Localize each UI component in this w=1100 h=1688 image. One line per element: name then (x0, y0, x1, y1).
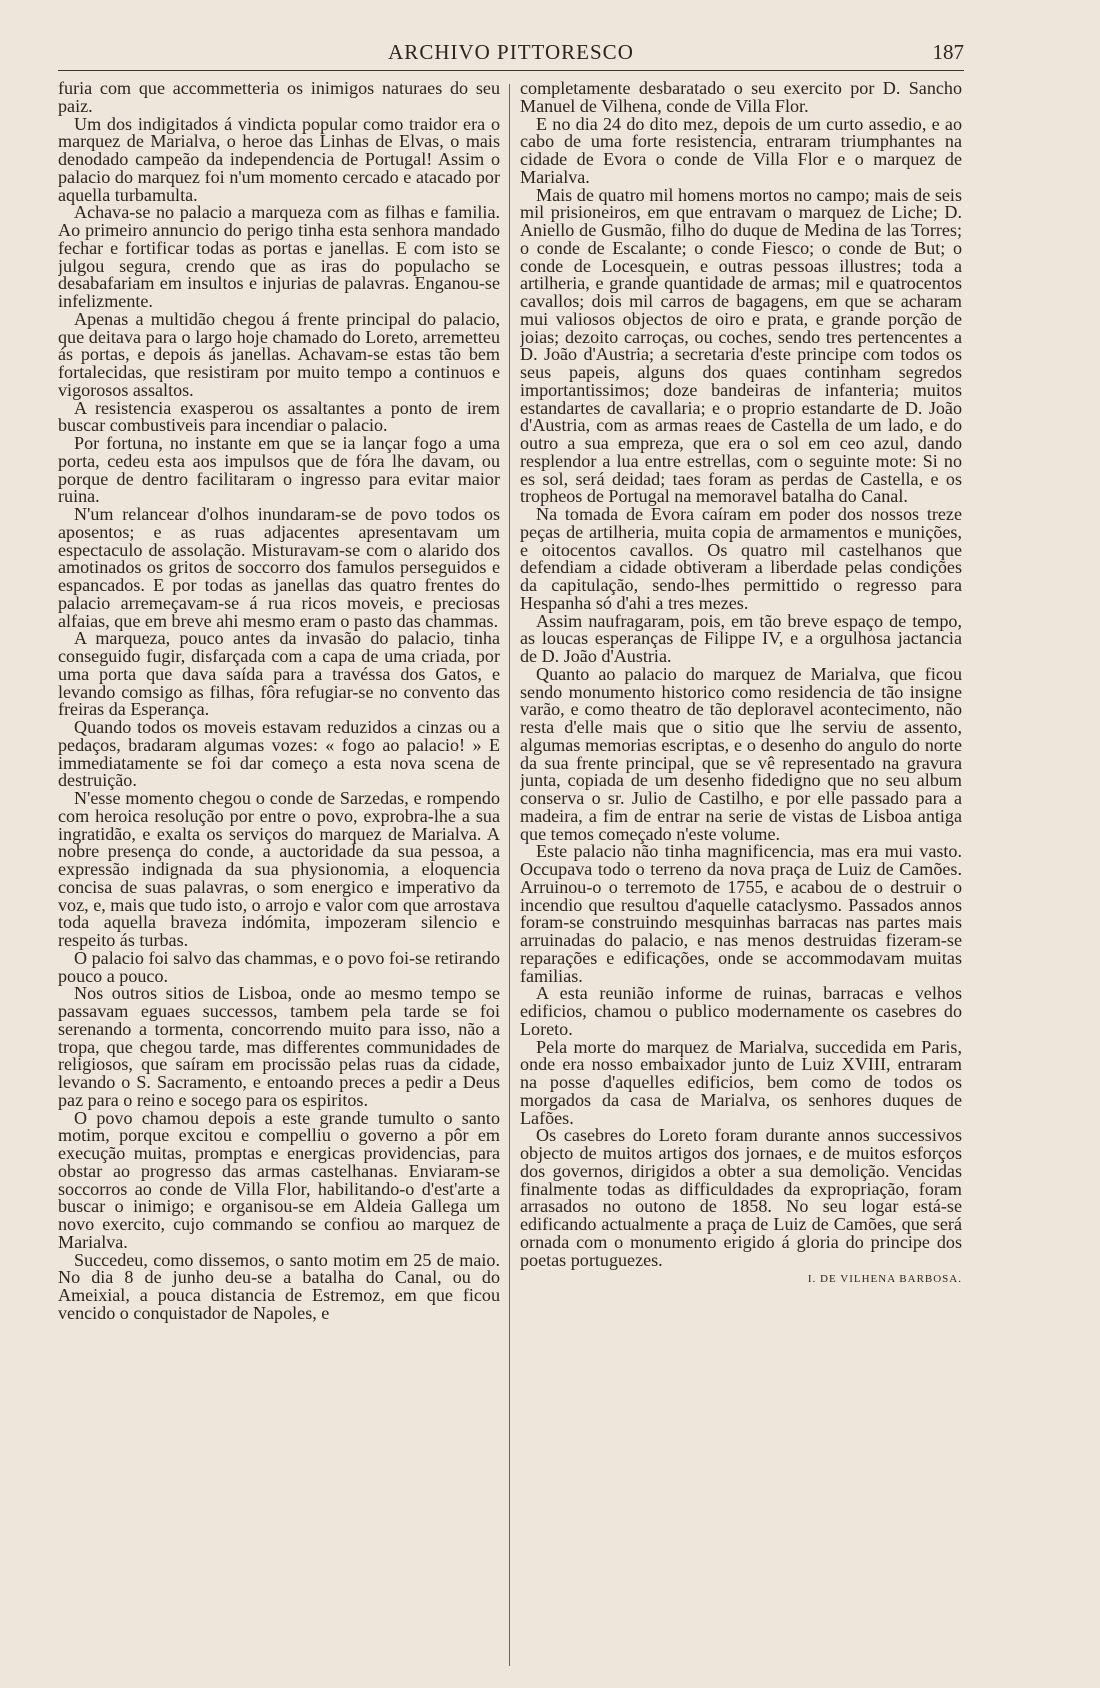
column-divider (509, 84, 510, 1666)
paragraph: completamente desbaratado o seu exercito por D. Sancho Manuel de Vilhena, conde de Villa Flor. (520, 80, 962, 116)
paragraph: furia com que accommetteria os inimigos naturaes do seu paiz. (58, 80, 500, 116)
paragraph: A esta reunião informe de ruinas, barracas e velhos edificios, chamou o publico modernamente os casebres do Loreto. (520, 983, 962, 1039)
paragraph: E no dia 24 do dito mez, depois de um curto assedio, e ao cabo de uma forte resistencia, entraram triumphantes na cidade de Evora o conde de Villa Flor e o marquez de Marialva. (520, 113, 962, 187)
paragraph: A marqueza, pouco antes da invasão do palacio, tinha conseguido fugir, disfarçada com a capa de uma criada, por uma porta que dava saída para a travéssa dos Gatos, e levando comsigo as filhas, fôra refugiar-se no convento das freiras da Esperança. (58, 628, 500, 720)
paragraph: Na tomada de Evora caíram em poder dos nossos treze peças de artilheria, muita copia de armamentos e munições, e oitocentos cavallos. Os quatro mil castelhanos que defendiam a cidade obtiveram a liberdade pelas condições da capitulação, sendo-lhes permittido o regresso para Hespanha só d'ahi a tres mezes. (520, 504, 962, 613)
paragraph: Quanto ao palacio do marquez de Marialva, que ficou sendo monumento historico como residencia de tão insigne varão, e como theatro de tão deploravel acontecimento, não resta d'elle mais que o sitio que lhe serviu de assento, algumas memorias escriptas, e o desenho do angulo do norte da sua frente principal, que se vê representado na gravura junta, copiada de um desenho fidedigno que no seu album conserva o sr. Julio de Castilho, e por elle passado para a madeira, a fim de entrar na serie de vistas de Lisboa antiga que temos começado n'este volume. (520, 663, 962, 844)
paragraph: Um dos indigitados á vindicta popular como traidor era o marquez de Marialva, o heroe das Linhas de Elvas, o mais denodado campeão da independencia de Portugal! Assim o palacio do marquez foi n'um momento cercado e atacado por aquella turbamulta. (58, 113, 500, 205)
paragraph: Assim naufragaram, pois, em tão breve espaço de tempo, as loucas esperanças de Filippe IV, e a orgulhosa jactancia de D. João d'Austria. (520, 610, 962, 666)
paragraph: Por fortuna, no instante em que se ia lançar fogo a uma porta, cedeu esta aos impulsos que de fóra lhe davam, ou porque de dentro facilitaram o ingresso para evitar maior ruina. (58, 433, 500, 507)
paragraph: Mais de quatro mil homens mortos no campo; mais de seis mil prisioneiros, em que entravam o marquez de Liche; D. Aniello de Gusmão, filho do duque de Medina de las Torres; o conde de Escalante; o conde Fiesco; o conde de But; o conde de Locesquein, e outras pessoas illustres; toda a artilheria, e grande quantidade de armas; mil e quatrocentos cavallos; dois mil carros de bagagens, em que se acharam mui valiosos objectos de oiro e prata, e grande porção de joias; dezoito carroças, ou coches, sendo tres pertencentes a D. João d'Austria; a secretaria d'este principe com todos os seus papeis, alguns dos quaes continham segredos importantissimos; doze bandeiras de infanteria; muitos estandartes de cavallaria; e o proprio estandarte de D. João d'Austria, com as armas reaes de Castella de um lado, e do outro a sua empreza, que era o sol em ceo azul, dando resplendor a lua entre estrellas, com o seguinte mote: Si no es sol, será deidad; taes foram as perdas de Castella, e os tropheos de Portugal na memoravel batalha do Canal. (520, 184, 962, 507)
right-column (520, 80, 962, 1670)
paragraph: Succedeu, como dissemos, o santo motim em 25 de maio. No dia 8 de junho deu-se a batalha do Canal, ou do Ameixial, a pouca distancia de Estremoz, em que ficou vencido o conquistador de Napoles, e (58, 1249, 500, 1323)
paragraph: O palacio foi salvo das chammas, e o povo foi-se retirando pouco a pouco. (58, 947, 500, 986)
running-header (58, 36, 964, 70)
page-number: 187 (932, 40, 964, 64)
paragraph: Quando todos os moveis estavam reduzidos a cinzas ou a pedaços, bradaram algumas vozes: « fogo ao palacio! » E immediatamente se foi dar começo a esta nova scena de destruição. (58, 717, 500, 791)
paragraph: Nos outros sitios de Lisboa, onde ao mesmo tempo se passavam eguaes successos, tambem pela tarde se foi serenando a tormenta, concorrendo muito para isso, não a tropa, que chegou tarde, mas differentes communidades de religiosos, que saíram em procissão pelas ruas da cidade, levando o S. Sacramento, e entoando preces a pedir a Deus paz para o reino e socego para os espiritos. (58, 983, 500, 1110)
header-rule (58, 70, 964, 71)
paragraph: Pela morte do marquez de Marialva, succedida em Paris, onde era nosso embaixador junto de Luiz XVIII, entraram na posse d'aquelles edificios, bem como de todos os morgados da casa de Marialva, os senhores duques de Lafões. (520, 1036, 962, 1128)
paragraph: N'um relancear d'olhos inundaram-se de povo todos os aposentos; e as ruas adjacentes apresentavam um espectaculo de assolação. Misturavam-se com o alarido dos amotinados os gritos de soccorro dos famulos perseguidos e espancados. E por todas as janellas das quatro frentes do palacio arremeçavam-se á rua ricos moveis, e preciosas alfaias, que em breve ahi mesmo eram o pasto das chammas. (58, 504, 500, 631)
paragraph: N'esse momento chegou o conde de Sarzedas, e rompendo com heroica resolução por entre o povo, exprobra-lhe a sua ingratidão, e exalta os serviços do marquez de Marialva. A nobre presença do conde, a auctoridade da sua pessoa, a expressão indignada da sua physionomia, a eloquencia concisa de suas palavras, o som energico e imperativo da voz, e, mais que tudo isto, o arrojo e valor com que arrostava toda aquella braveza indómita, impozeram silencio e respeito ás turbas. (58, 788, 500, 950)
left-column (58, 80, 500, 1670)
paragraph: Este palacio não tinha magnificencia, mas era mui vasto. Occupava todo o terreno da nova praça de Luiz de Camões. Arruinou-o o terremoto de 1755, e acabou de o destruir o incendio que resultou d'aquelle cataclysmo. Passados annos foram-se construindo mesquinhas barracas nas partes mais arruinadas do palacio, e nas menos destruidas fizeram-se reparações e edificações, onde se accommodavam muitas familias. (520, 841, 962, 986)
paragraph: Achava-se no palacio a marqueza com as filhas e familia. Ao primeiro annuncio do perigo tinha esta senhora mandado fechar e fortificar todas as portas e janellas. E com isto se julgou segura, crendo que as iras do populacho se desabafariam em insultos e injurias de palavras. Enganou-se infelizmente. (58, 202, 500, 311)
paragraph: O povo chamou depois a este grande tumulto o santo motim, porque excitou e compelliu o governo a pôr em execução muitas, promptas e energicas providencias, para obstar ao progresso das armas castelhanas. Enviaram-se soccorros ao conde de Villa Flor, habilitando-o d'est'arte a buscar o inimigo; e organisou-se em Aldeia Gallega um novo exercito, cujo commando se confiou ao marquez de Marialva. (58, 1107, 500, 1252)
paragraph: A resistencia exasperou os assaltantes a ponto de irem buscar combustiveis para incendiar o palacio. (58, 397, 500, 436)
paragraph: Os casebres do Loreto foram durante annos successivos objecto de muitos artigos dos jornaes, e de muitos esforços dos governos, dirigidos a obter a sua demolição. Vencidas finalmente todas as difficuldades da expropriação, foram arrasados no outono de 1858. No seu logar está-se edificando actualmente a praça de Luiz de Camões, que será ornada com o monumento erigido á gloria do principe dos poetas portuguezes. (520, 1125, 962, 1270)
paragraph: Apenas a multidão chegou á frente principal do palacio, que deitava para o largo hoje chamado do Loreto, arremetteu ás portas, e depois ás janellas. Achavam-se estas tão bem fortalecidas, que resistiram por muito tempo a continuos e vigorosos assaltos. (58, 308, 500, 400)
running-title: ARCHIVO PITTORESCO (388, 40, 634, 64)
author-signature: I. DE VILHENA BARBOSA. (807, 1273, 962, 1286)
